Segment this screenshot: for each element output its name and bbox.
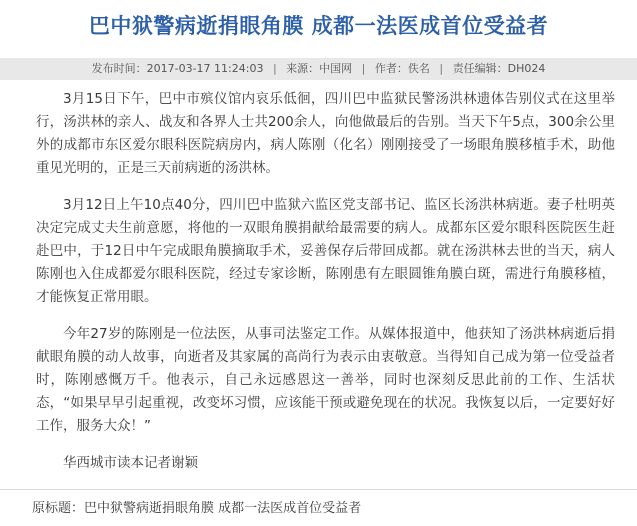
article-paragraph: 3月15日下午，巴中市殡仪馆内哀乐低徊，四川巴中监狱民警汤洪林遗体告别仪式在这里举行，汤洪林的亲人、战友和各界人士共200余人，向他做最后的告别。当天下午5点，300余公里外的成都市东区爱尔眼科医院病房内，病人陈刚（化名）刚刚接受了一场眼角膜移植手术，助他重见光明的，正是三天前病逝的汤洪林。 bbox=[36, 91, 615, 176]
article-meta-bar bbox=[0, 58, 637, 80]
article-paragraph: 今年27岁的陈刚是一位法医，从事司法鉴定工作。从媒体报道中，他获知了汤洪林病逝后捐献眼角膜的动人故事，向逝者及其家属的高尚行为表示由衷敬意。当得知自己成为第一位受益者时，陈刚感慨万千。他表示，自己永远感恩这一善举，同时也深刻反思此前的工作、生活状态，“如果早早引起重视，改变坏习惯，应该能干预或避免现在的状况。我恢复以后，一定要好好工作，服务大众！” bbox=[36, 326, 615, 434]
author-name: 佚名 bbox=[407, 62, 430, 75]
article-body bbox=[0, 80, 637, 475]
meta-separator: | bbox=[272, 62, 277, 75]
article-paragraph: 3月12日上午10点40分，四川巴中监狱六监区党支部书记、监区长汤洪林病逝。妻子杜明英决定完成丈夫生前意愿，将他的一双眼角膜捐献给最需要的病人。成都东区爱尔眼科医院医生赶赴巴中，于12日中午完成眼角膜摘取手术，妥善保存后带回成都。就在汤洪林去世的当天，病人陈刚也入住成都爱尔眼科医院，经过专家诊断，陈刚患有左眼圆锥角膜白斑，需进行角膜移植，才能恢复正常用眼。 bbox=[36, 197, 615, 305]
article-title: 巴中狱警病逝捐眼角膜 成都一法医成首位受益者 bbox=[88, 14, 549, 38]
editor-label: 责任编辑： bbox=[452, 62, 508, 75]
publish-time: 2017-03-17 11:24:03 bbox=[146, 62, 264, 75]
source-name: 中国网 bbox=[319, 62, 353, 75]
author-label: 作者： bbox=[374, 62, 408, 75]
original-title-label: 原标题： bbox=[32, 501, 85, 516]
meta-separator: | bbox=[361, 62, 366, 75]
publish-label: 发布时间： bbox=[91, 62, 147, 75]
source-label: 来源： bbox=[286, 62, 320, 75]
original-title-line bbox=[0, 490, 637, 520]
editor-name: DH024 bbox=[507, 62, 546, 75]
meta-separator: | bbox=[439, 62, 444, 75]
original-title-text: 巴中狱警病逝捐眼角膜 成都一法医成首位受益者 bbox=[84, 501, 362, 516]
article-byline: 华西城市读本记者谢颖 bbox=[63, 455, 198, 471]
